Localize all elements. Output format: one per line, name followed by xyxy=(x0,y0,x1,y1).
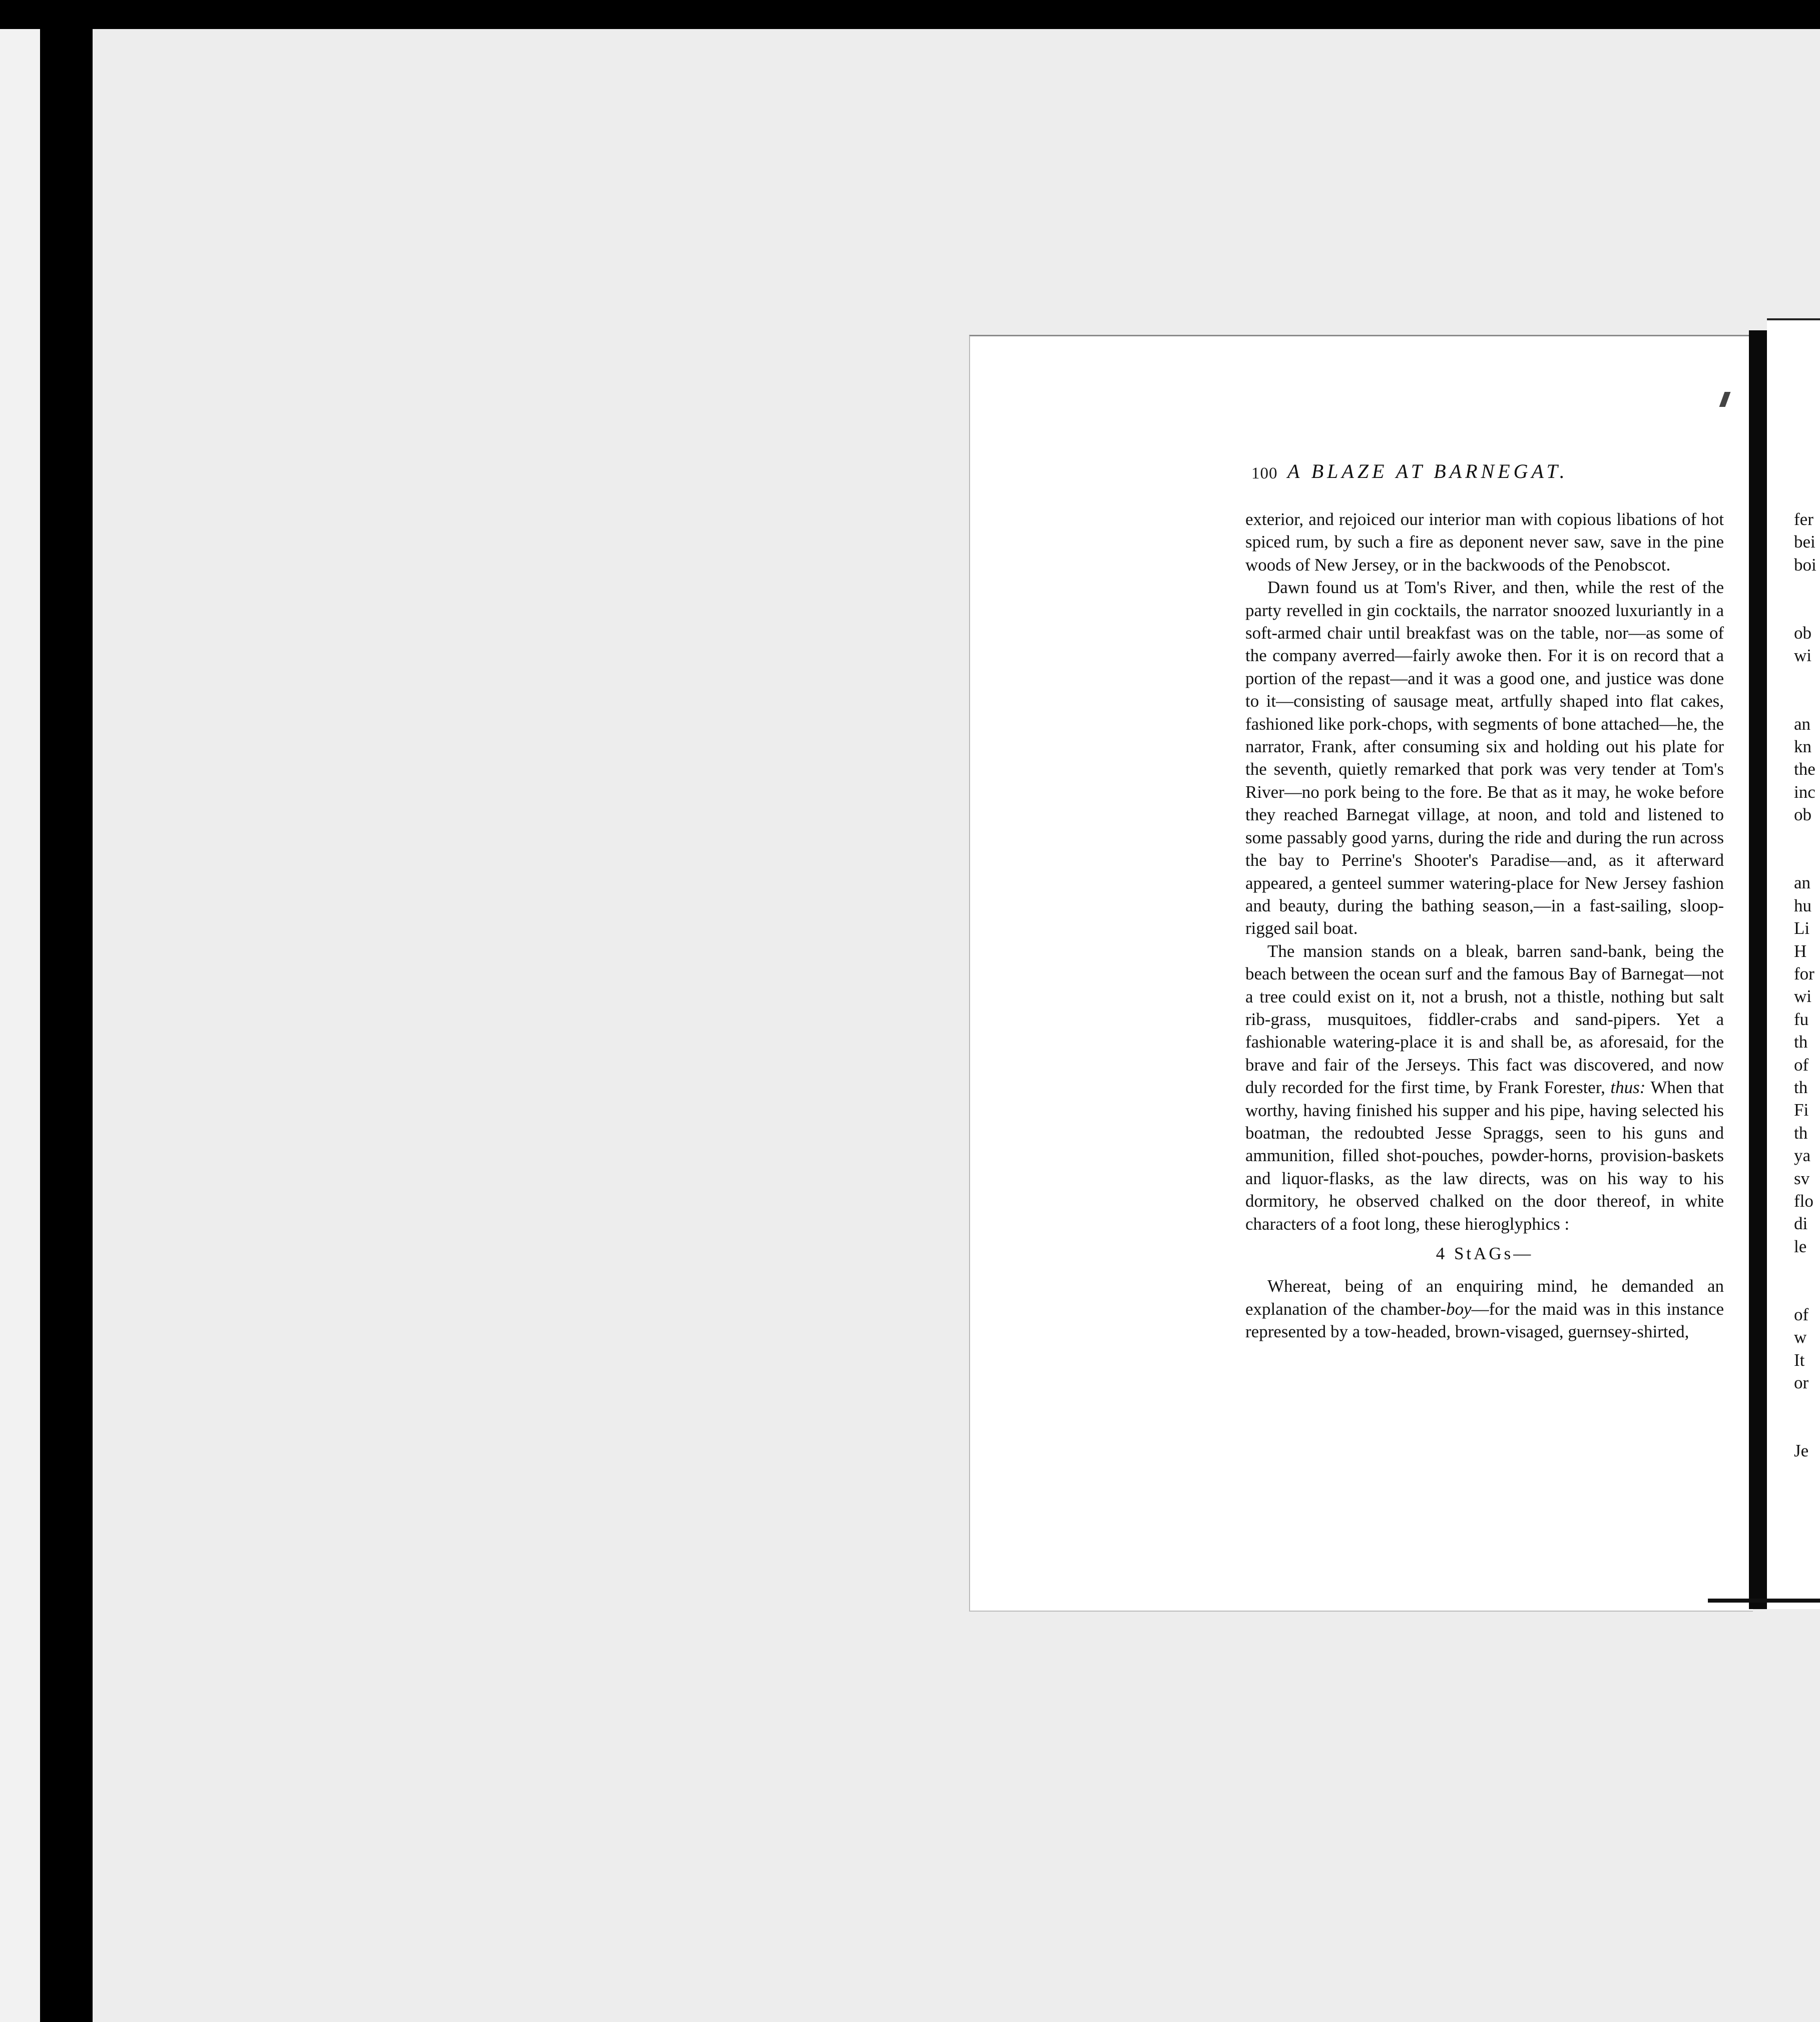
body-text xyxy=(1245,508,1724,1343)
facing-page-line-fragment: hu xyxy=(1794,895,1811,915)
page-number: 100 xyxy=(1251,464,1278,482)
chalked-inscription: 4 StAGs— xyxy=(1436,1244,1534,1263)
facing-page-line-fragment: or xyxy=(1794,1373,1809,1393)
facing-page-line-fragment: fer xyxy=(1794,510,1813,529)
paragraph-1: exterior, and rejoiced our interior man with copious libations of hot spiced rum, by such a fire as deponent never saw, save in the pine woods of New Jersey, or in the backwoods of the Penobscot. xyxy=(1245,510,1724,575)
running-head: A BLAZE AT BARNEGAT. xyxy=(1287,460,1568,482)
facing-page-line-fragment: w xyxy=(1794,1327,1807,1347)
paragraph-3-text: The mansion stands on a bleak, barren sand-bank, being the beach between the ocean surf and the famous Bay of Barnegat—not a tree could exist on it, not a brush, not a thistle, nothing but salt rib-grass, musquitoes, fiddler-crabs and sand-pipers. Yet a fashionable watering-place it is and shall be, as aforesaid, for the brave and fair of the Jerseys. This fact was discovered, and now duly recorded for the first time, by Frank Forester, xyxy=(1245,941,1724,1098)
facing-page-line-fragment: Je xyxy=(1794,1441,1809,1461)
facing-page-line-fragment: di xyxy=(1794,1214,1808,1234)
top-margin-band xyxy=(0,0,1820,29)
paragraph-2: Dawn found us at Tom's River, and then, while the rest of the party revelled in gin cocktails, the narrator snoozed luxuriantly in a soft-armed chair until breakfast was on the table, nor—as some of the company averred—fairly awoke then. For it is on record that a portion of the repast—and it was a good one, and justice was done to it—consisting of sausage meat, artfully shaped into flat cakes, fashioned like pork-chops, with segments of bone attached—he, the narrator, Frank, after consuming six and holding out his plate for the seventh, quietly remarked that pork was very tender at Tom's River—no pork being to the fore. Be that as it may, he woke before they reached Barnegat village, at noon, and told and listened to some passably good yarns, during the ride and during the run across the bay to Perrine's Shooter's Paradise—and, as it afterward appeared, a genteel summer watering-place for New Jersey fashion and beauty, during the bathing season,—in a fast-sailing, sloop-rigged sail boat. xyxy=(1245,578,1724,938)
facing-page-line-fragment: ya xyxy=(1794,1146,1811,1166)
facing-page-line-fragment: wi xyxy=(1794,646,1811,666)
facing-page-line-fragment: for xyxy=(1794,964,1814,983)
page-gutter xyxy=(1749,330,1767,1609)
facing-page-line-fragment: bei xyxy=(1794,532,1815,552)
facing-page-line-fragment: fu xyxy=(1794,1009,1809,1029)
facing-page-line-fragment: ob xyxy=(1794,805,1811,825)
facing-page-line-fragment: boi xyxy=(1794,555,1816,575)
paragraph-3 xyxy=(1245,940,1724,1235)
facing-page-line-fragment: sv xyxy=(1794,1168,1810,1188)
facing-page-line-fragment: Fi xyxy=(1794,1100,1809,1120)
paragraph-3-italic: thus: xyxy=(1610,1078,1646,1098)
paragraph-4 xyxy=(1245,1275,1724,1343)
facing-page-line-fragment: of xyxy=(1794,1055,1809,1075)
facing-page-line-fragment: th xyxy=(1794,1123,1808,1143)
paragraph-4-text-end: —for the maid was in this instance represented by a tow-headed, brown-visaged, guernsey-shirted, xyxy=(1245,1299,1724,1342)
facing-page-line-fragment: th xyxy=(1794,1032,1808,1052)
facing-page-line-fragment: ob xyxy=(1794,623,1811,643)
facing-page-bottom-edge xyxy=(1708,1599,1820,1603)
facing-page-line-fragment: kn xyxy=(1794,737,1811,756)
facing-page-line-fragment: inc xyxy=(1794,782,1815,802)
facing-page-line-fragment: Li xyxy=(1794,918,1810,938)
facing-page-line-fragment: an xyxy=(1794,714,1811,734)
facing-page-line-fragment: of xyxy=(1794,1305,1809,1324)
paragraph-3-text-end: When that worthy, having finished his supper and his pipe, having selected his boatman, the redoubted Jesse Spraggs, seen to his guns and ammunition, filled shot-pouches, powder-horns, provision-baskets and liquor-flasks, as the law directs, was on his way to his dormitory, he observed chalked on the door thereof, in white characters of a foot long, these hieroglyphics : xyxy=(1245,1078,1724,1234)
paragraph-4-italic: boy xyxy=(1446,1299,1472,1319)
facing-page-line-fragment: the xyxy=(1794,759,1815,779)
facing-page-line-fragment: an xyxy=(1794,873,1811,893)
facing-page-line-fragment: flo xyxy=(1794,1191,1813,1211)
previous-page-edge xyxy=(0,28,40,2022)
facing-page-line-fragment: le xyxy=(1794,1236,1807,1256)
facing-page-line-fragment: It xyxy=(1794,1350,1805,1370)
facing-page-line-fragment: H xyxy=(1794,941,1807,961)
facing-page-line-fragment: th xyxy=(1794,1078,1808,1097)
paragraph-4-text: Whereat, being of an enquiring mind, he demanded an explanation of the chamber- xyxy=(1245,1276,1724,1319)
facing-page-line-fragment: wi xyxy=(1794,986,1811,1006)
